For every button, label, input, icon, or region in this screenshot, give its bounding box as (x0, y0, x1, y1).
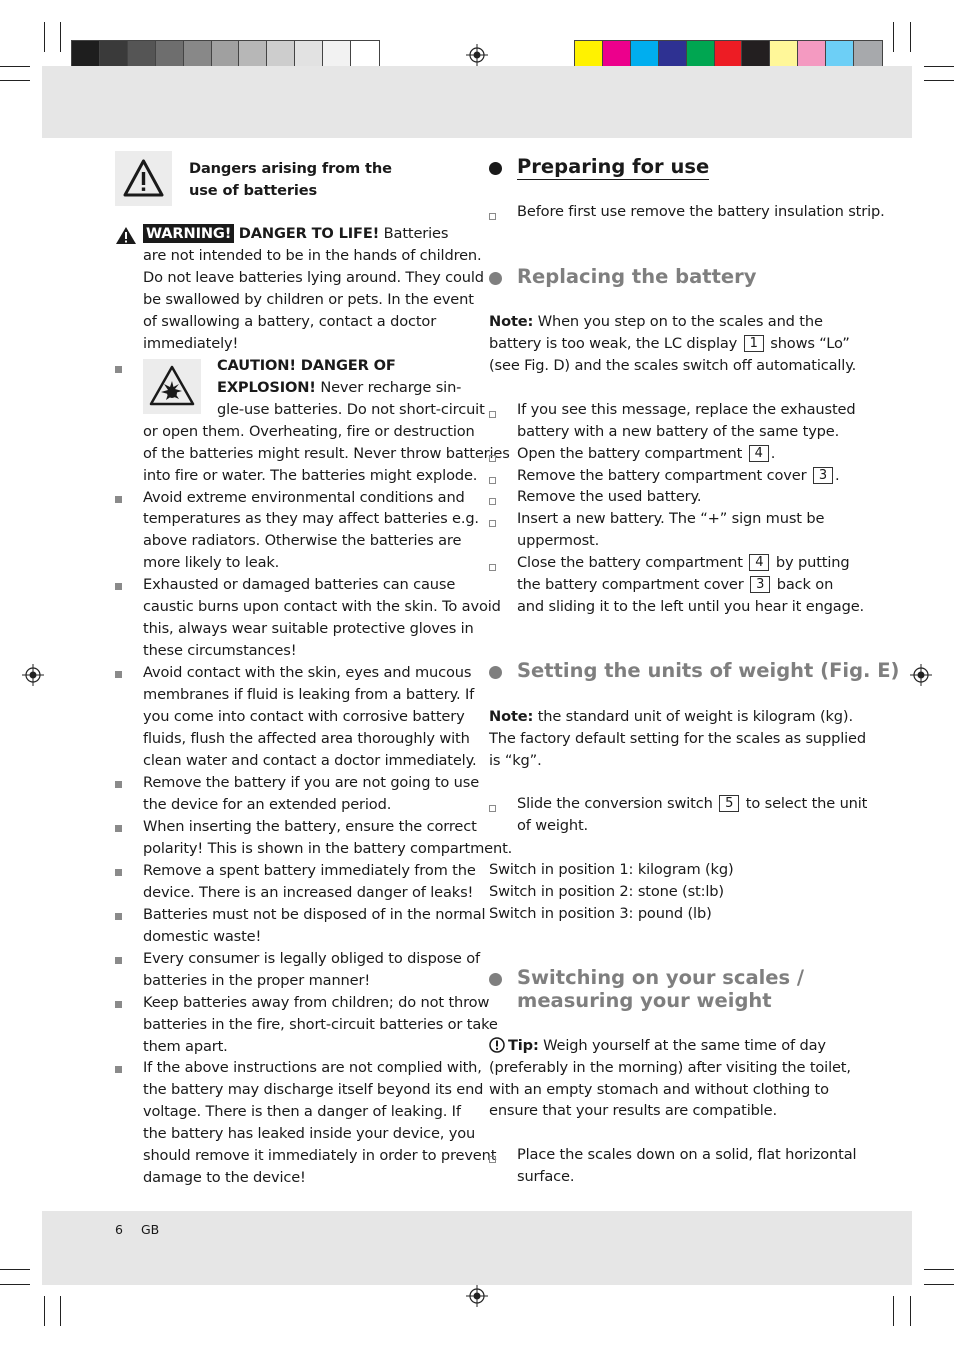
bullet-text-line: this, always wear suitable protective gloves in (143, 620, 474, 638)
process-color-swatch (715, 41, 743, 68)
grayscale-swatch (72, 41, 100, 68)
process-color-swatch (770, 41, 798, 68)
grayscale-swatch (128, 41, 156, 68)
registration-mark-icon (22, 664, 44, 686)
bullet-text-line: Remove the battery if you are not going to use (143, 773, 480, 791)
bullet (115, 781, 122, 788)
bullet (115, 825, 122, 832)
caution-line-3: gle-use batteries. Do not short-circuit (217, 401, 485, 418)
bullet-text-line: caustic burns upon contact with the skin. To avoid (143, 598, 501, 616)
bullet-text-line: these circumstances! (143, 642, 297, 660)
step-bullet (489, 564, 496, 571)
caution-line: or open them. Overheating, fire or destruction (143, 423, 475, 440)
header-band (42, 66, 912, 138)
tip-line-4: ensure that your results are compatible. (489, 1102, 777, 1119)
bullet-text-line: Avoid extreme environmental conditions and (143, 488, 465, 506)
step-bullet (489, 213, 496, 220)
replace-step-1-l1: If you see this message, replace the exhausted (517, 401, 856, 418)
bullet-text-line: Avoid contact with the skin, eyes and mucous (143, 664, 472, 682)
bullet-text-line: Remove a spent battery immediately from the (143, 861, 476, 879)
bullet-text-line: domestic waste! (143, 927, 262, 945)
bullet-text-line: fluids, flush the affected area thoroughly with (143, 730, 470, 748)
heading-setting-units: Setting the units of weight (Fig. E) (517, 659, 900, 682)
bullet-text-line: you come into contact with corrosive battery (143, 708, 465, 726)
grayscale-swatch (184, 41, 212, 68)
ref-number: 3 (813, 467, 833, 484)
explosion-warning-icon (143, 359, 201, 414)
replace-step-2: Open the battery compartment 4 . (517, 445, 776, 462)
bullet (115, 583, 122, 590)
bullet (115, 957, 122, 964)
grayscale-swatch (156, 41, 184, 68)
bullet-text-line: above radiators. Otherwise the batteries are (143, 532, 462, 550)
section-title-line2: use of batteries (189, 182, 318, 199)
warning-label: WARNING! (143, 224, 234, 243)
prep-step-1: Before first use remove the battery insulation strip. (517, 203, 885, 220)
units-note-line-2: The factory default setting for the scales as supplied (489, 730, 866, 747)
heading-replacing-the-battery: Replacing the battery (517, 265, 757, 288)
footer-band (42, 1211, 912, 1285)
switching-step-1-l2: surface. (517, 1168, 575, 1185)
bullet-text-line: polarity! This is shown in the battery compartment. (143, 839, 513, 857)
step-bullet (489, 498, 496, 505)
step-bullet (489, 477, 496, 484)
heading-dot (489, 666, 502, 679)
units-step-1-l1: Slide the conversion switch 5 to select the unit (517, 795, 868, 812)
ref-number: 1 (744, 335, 764, 352)
bullet (115, 913, 122, 920)
grayscale-swatch (100, 41, 128, 68)
caution-line-1: CAUTION! DANGER OF (217, 357, 396, 374)
warning-triangle-icon (115, 151, 172, 206)
bullet-text-line: batteries in the fire, short-circuit batteries or take (143, 1015, 498, 1033)
bullet (115, 496, 122, 503)
bullet-text-line: Every consumer is legally obliged to dispose of (143, 949, 481, 967)
grayscale-swatch (267, 41, 295, 68)
warning-line: be swallowed by children or pets. In the event (143, 291, 474, 308)
replace-step-5-l2: uppermost. (517, 532, 600, 549)
grayscale-swatch (239, 41, 267, 68)
grayscale-swatch (351, 41, 379, 68)
page-number: 6 (115, 1222, 123, 1237)
danger-to-life: DANGER TO LIFE! (238, 225, 380, 242)
bullet-text-line: Exhausted or damaged batteries can cause (143, 576, 456, 594)
process-color-swatch (687, 41, 715, 68)
ref-number: 5 (719, 795, 739, 812)
registration-mark-icon (466, 44, 488, 66)
process-color-swatch (603, 41, 631, 68)
explosion-icon-box (143, 359, 201, 414)
bullet (115, 869, 122, 876)
warning-line-1 (143, 223, 448, 245)
step-bullet (489, 520, 496, 527)
replace-step-1-l2: battery with a new battery of the same type. (517, 423, 840, 440)
units-note-line-3: is “kg”. (489, 752, 542, 769)
switch-position-3: Switch in position 3: pound (lb) (489, 905, 712, 922)
bullet-text-line: the battery has leaked inside your device, you (143, 1125, 476, 1143)
bullet-text-line: When inserting the battery, ensure the correct (143, 817, 477, 835)
bullet-text-line: Batteries must not be disposed of in the normal (143, 905, 486, 923)
process-color-swatch (659, 41, 687, 68)
bullet-text-line: device. There is an increased danger of leaks! (143, 883, 474, 901)
ref-number: 3 (750, 576, 770, 593)
step-bullet (489, 1156, 496, 1163)
units-step-1-l2: of weight. (517, 817, 589, 834)
bullet-text-line: the device for an extended period. (143, 795, 392, 813)
warning-line: are not intended to be in the hands of children. (143, 247, 482, 264)
grayscale-swatch (295, 41, 323, 68)
warning-line: of swallowing a battery, contact a doctor (143, 313, 437, 330)
replace-step-4: Remove the used battery. (517, 488, 702, 505)
units-note-line-1: Note: the standard unit of weight is kilogram (kg). (489, 708, 853, 725)
process-color-swatch (826, 41, 854, 68)
tip-line-1: Tip: Weigh yourself at the same time of day (508, 1037, 826, 1054)
bullet-text-line: membranes if fluid is leaking from a battery. If (143, 686, 475, 704)
bullet (115, 366, 122, 373)
bullet (115, 1001, 122, 1008)
step-bullet (489, 411, 496, 418)
replace-step-6-l3: and sliding it to the left until you hear it engage. (517, 598, 865, 615)
bullet-text-line: should remove it immediately in order to prevent (143, 1147, 497, 1165)
caution-line-2: EXPLOSION! Never recharge sin- (217, 379, 462, 396)
tip-exclamation-icon (489, 1037, 505, 1053)
process-color-swatch (854, 41, 882, 68)
step-bullet (489, 455, 496, 462)
language-code: GB (141, 1222, 160, 1237)
registration-mark-icon (910, 664, 932, 686)
switching-step-1-l1: Place the scales down on a solid, flat horizontal (517, 1146, 857, 1163)
ref-number: 4 (749, 554, 769, 571)
heading-switching-on-l2: measuring your weight (517, 989, 772, 1012)
grayscale-color-bar (71, 40, 380, 69)
switch-position-1: Switch in position 1: kilogram (kg) (489, 861, 734, 878)
bullet-text-line: voltage. There is then a danger of leaking. If (143, 1103, 461, 1121)
warning-line: Do not leave batteries lying around. They could (143, 269, 484, 286)
heading-switching-on-l1: Switching on your scales / (517, 966, 805, 989)
bullet-text-line: temperatures as they may affect batteries e.g. (143, 510, 479, 528)
warning-line: immediately! (143, 335, 239, 352)
registration-mark-icon (466, 1285, 488, 1307)
bullet-text-line: If the above instructions are not complied with, (143, 1059, 482, 1077)
ref-number: 4 (749, 445, 769, 462)
replace-note-line-1: Note: When you step on to the scales and the (489, 313, 823, 330)
warning-line-1-tail: Batteries (383, 225, 449, 242)
replace-step-6-l1: Close the battery compartment 4 by putting (517, 554, 850, 571)
process-color-swatch (798, 41, 826, 68)
process-color-bar (574, 40, 883, 69)
caution-line: into fire or water. The batteries might explode. (143, 467, 478, 484)
replace-note-line-3: (see Fig. D) and the scales switch off automatically. (489, 357, 857, 374)
section-title-line1: Dangers arising from the (189, 160, 392, 177)
grayscale-swatch (323, 41, 351, 68)
bullet-text-line: clean water and contact a doctor immediately. (143, 752, 477, 770)
heading-preparing-for-use: Preparing for use (517, 155, 710, 178)
replace-step-5-l1: Insert a new battery. The “+” sign must be (517, 510, 825, 527)
replace-note-line-2: battery is too weak, the LC display 1 shows “Lo” (489, 335, 850, 352)
process-color-swatch (575, 41, 603, 68)
tip-line-3: with an empty stomach and without clothing to (489, 1081, 829, 1098)
small-warning-icon (115, 226, 137, 245)
bullet (115, 1066, 122, 1073)
bullet-text-line: damage to the device! (143, 1169, 306, 1187)
bullet-text-line: more likely to leak. (143, 554, 280, 572)
replace-step-6-l2: the battery compartment cover 3 back on (517, 576, 834, 593)
bullet-text-line: the battery may discharge itself beyond its end (143, 1081, 484, 1099)
grayscale-swatch (212, 41, 240, 68)
step-bullet (489, 805, 496, 812)
replace-step-3: Remove the battery compartment cover 3 . (517, 467, 840, 484)
heading-dot (489, 973, 502, 986)
bullet-text-line: them apart. (143, 1037, 228, 1055)
bullet-text-line: Keep batteries away from children; do not throw (143, 993, 490, 1011)
heading-dot (489, 162, 502, 175)
bullet-text-line: batteries in the proper manner! (143, 971, 371, 989)
warning-icon-box (115, 151, 172, 206)
switch-position-2: Switch in position 2: stone (st:lb) (489, 883, 724, 900)
process-color-swatch (631, 41, 659, 68)
tip-line-2: (preferably in the morning) after visiting the toilet, (489, 1059, 851, 1076)
bullet (115, 671, 122, 678)
process-color-swatch (742, 41, 770, 68)
caution-line: of the batteries might result. Never throw batteries (143, 445, 510, 462)
heading-dot (489, 272, 502, 285)
